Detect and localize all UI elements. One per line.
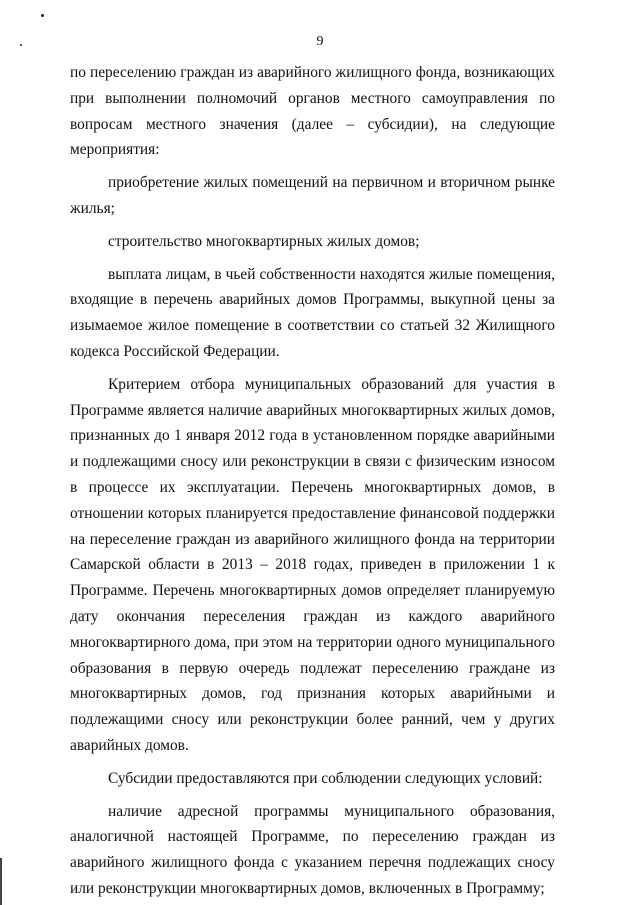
page-number: 9	[316, 34, 324, 49]
document-body	[70, 60, 555, 902]
scan-edge-mark	[0, 858, 2, 905]
paragraph-continuation: по переселению граждан из аварийного жилищного фонда, возникающих при выполнении полномочий органов местного самоуправления по вопросам местного значения (далее – субсидии), на следующие мероприятия:	[70, 64, 555, 159]
list-item-payment: выплата лицам, в чьей собственности находятся жилые помещения, входящие в перечень аварийных домов Программы, выкупной цены за изымаемое жилое помещение в соответствии со статьей 32 Жилищного кодекса Российской Федерации.	[70, 265, 555, 360]
list-item-address-program: наличие адресной программы муниципального образования, аналогичной настоящей Программе, по переселению граждан из аварийного жилищного фонда с указанием перечня подлежащих сносу или реконструкции многоквартирных домов, включенных в Программу;	[70, 802, 555, 897]
list-item-construction: строительство многоквартирных жилых домов;	[108, 232, 420, 250]
paragraph-subsidy-conditions: Субсидии предоставляются при соблюдении следующих условий:	[108, 769, 543, 787]
list-item-purchase: приобретение жилых помещений на первичном и вторичном рынке жилья;	[70, 174, 555, 217]
scan-speck	[41, 14, 44, 17]
paragraph-selection-criteria: Критерием отбора муниципальных образований для участия в Программе является наличие аварийных многоквартирных жилых домов, признанных до 1 января 2012 года в установленном порядке аварийными и подлежащими сносу или реконструкции в связи с физическим износом в процессе их эксплуатации. Перечень многоквартирных домов, в отношении которых планируется предоставление финансовой поддержки на переселение граждан из аварийного жилищного фонда на территории Самарской области в 2013 – 2018 годах, приведен в приложении 1 к Программе. Перечень многоквартирных домов определяет планируемую дату окончания переселения граждан из каждого аварийного многоквартирного дома, при этом на территории одного муниципального образования в первую очередь подлежат переселению граждане из многоквартирных домов, год признания которых аварийными и подлежащими сносу или реконструкции более ранний, чем у других аварийных домов.	[70, 375, 555, 754]
